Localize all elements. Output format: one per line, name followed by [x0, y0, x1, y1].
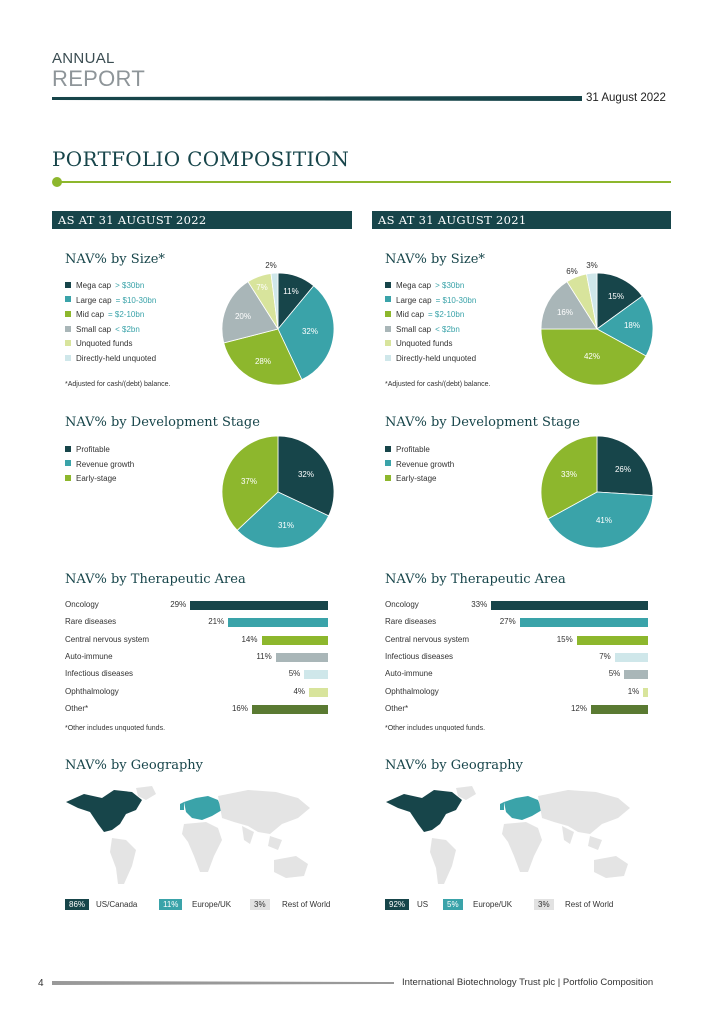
header-rule [52, 96, 582, 101]
therapeutic-row-label: Central nervous system [385, 634, 470, 644]
pie-slice-label: 42% [583, 352, 601, 361]
legend-label: Large cap [76, 295, 112, 305]
therapeutic-row-pct: 27% [499, 617, 516, 627]
legend-item [385, 280, 464, 291]
legend-item [65, 459, 134, 470]
therapeutic-footnote: *Other includes unquoted funds. [65, 725, 166, 732]
legend-label: Early-stage [396, 474, 437, 484]
legend-item [385, 459, 454, 470]
pie-slice-label: 6% [566, 267, 578, 276]
legend-item [65, 295, 156, 306]
legend-swatch [65, 296, 71, 302]
legend-swatch [385, 296, 391, 302]
therapeutic-row-pct: 21% [208, 617, 225, 627]
legend-swatch [385, 326, 391, 332]
size-section-title: NAV% by Size* [385, 252, 485, 267]
therapeutic-row-label: Infectious diseases [385, 651, 454, 661]
therapeutic-row-label: Oncology [385, 600, 419, 609]
legend-item [385, 444, 430, 455]
stage-section-title: NAV% by Development Stage [385, 415, 580, 430]
legend-swatch [65, 475, 71, 481]
therapeutic-row-pct: 5% [608, 669, 621, 679]
geography-section-title: NAV% by Geography [65, 758, 204, 773]
pie-slice-label: 3% [586, 261, 598, 270]
legend-label: Directly-held unquoted [76, 354, 157, 363]
report-label-report: REPORT [52, 66, 146, 91]
legend-label: Large cap [396, 295, 432, 305]
size-footnote: *Adjusted for cash/(debt) balance. [385, 381, 491, 388]
legend-item [385, 309, 464, 320]
report-date: 31 August 2022 [586, 92, 666, 104]
therapeutic-bar [304, 670, 328, 679]
pie-slice-label: 11% [283, 287, 299, 296]
therapeutic-row-pct: 14% [241, 634, 258, 644]
europe-region [184, 796, 222, 820]
legend-item [65, 353, 156, 364]
stage-pie-chart [203, 417, 353, 567]
north-america-region [386, 790, 462, 832]
australia-region [274, 856, 308, 878]
therapeutic-row-label: Central nervous system [65, 634, 150, 644]
pie-slice-label: 26% [614, 465, 632, 474]
size-pie-chart [203, 254, 353, 404]
geography-label: US [417, 900, 429, 909]
legend-item [65, 338, 133, 349]
legend-label: Unquoted funds [396, 339, 453, 349]
therapeutic-row-label: Other* [385, 703, 409, 713]
geography-label: Rest of World [282, 900, 331, 909]
pie-slice-label: 20% [234, 312, 252, 321]
legend-item [65, 309, 144, 320]
therapeutic-bar [577, 636, 648, 645]
legend-label: Profitable [396, 445, 430, 454]
therapeutic-bar [276, 653, 328, 662]
therapeutic-row-pct: 1% [627, 686, 640, 696]
therapeutic-row-label: Other* [65, 703, 89, 713]
footer-rule [52, 981, 394, 985]
legend-swatch [65, 311, 71, 317]
pie-slice-label: 41% [595, 516, 613, 525]
therapeutic-row-pct: 5% [288, 669, 301, 679]
therapeutic-bar [252, 705, 328, 714]
legend-swatch [385, 446, 391, 452]
australia-region [594, 856, 628, 878]
legend-label: Early-stage [76, 474, 117, 484]
legend-swatch [65, 446, 71, 452]
legend-swatch [65, 340, 71, 346]
legend-range: < $2bn [435, 324, 460, 334]
south-america-region [110, 838, 136, 884]
legend-item [65, 324, 140, 335]
legend-swatch [385, 355, 391, 361]
legend-label: Small cap [396, 324, 432, 334]
stage-section-title: NAV% by Development Stage [65, 415, 260, 430]
legend-range: = $2-10bn [428, 310, 465, 320]
legend-swatch [65, 460, 71, 466]
legend-range: < $2bn [115, 324, 140, 334]
size-footnote: *Adjusted for cash/(debt) balance. [65, 381, 171, 388]
asia-region [218, 790, 310, 834]
therapeutic-row-label: Ophthalmology [385, 686, 439, 696]
therapeutic-row-pct: 4% [293, 686, 305, 696]
legend-item [65, 280, 144, 291]
geography-section-title: NAV% by Geography [385, 758, 524, 773]
south-america-region [430, 838, 456, 884]
therapeutic-row-label: Infectious diseases [65, 669, 134, 679]
pie-slice-label: 37% [240, 477, 258, 486]
uk-region [500, 802, 504, 810]
size-pie-chart [522, 254, 672, 404]
column-header-2022: AS AT 31 AUGUST 2022 [52, 211, 352, 229]
legend-swatch [385, 311, 391, 317]
pie-slice-label: 28% [254, 357, 272, 366]
geography-label: Europe/UK [192, 900, 232, 909]
legend-item [385, 324, 460, 335]
therapeutic-row-pct: 15% [556, 634, 573, 644]
legend-range: = $10-30bn [115, 295, 157, 305]
therapeutic-row-label: Rare diseases [65, 617, 117, 627]
legend-range: = $2-10bn [108, 310, 145, 320]
legend-range: > $30bn [435, 281, 465, 290]
world-map [382, 780, 652, 890]
world-map [62, 780, 332, 890]
legend-label: Unquoted funds [76, 339, 133, 349]
column-header-2021: AS AT 31 AUGUST 2021 [372, 211, 671, 229]
pie-slice-label: 2% [265, 261, 277, 270]
title-rule [56, 181, 671, 183]
page-number: 4 [38, 978, 44, 989]
report-label-annual: ANNUAL [52, 50, 115, 67]
therapeutic-row-pct: 29% [170, 600, 187, 609]
title-rule-dot [52, 177, 62, 187]
therapeutic-row-pct: 11% [256, 651, 272, 661]
geography-pct-badge: 86% [65, 899, 89, 910]
therapeutic-bar [309, 688, 328, 697]
legend-range: > $30bn [115, 281, 145, 290]
therapeutic-row-label: Auto-immune [385, 669, 433, 679]
therapeutic-row-pct: 7% [599, 651, 611, 661]
legend-swatch [385, 340, 391, 346]
therapeutic-bar [491, 601, 648, 610]
legend-swatch [385, 460, 391, 466]
therapeutic-row-label: Oncology [65, 600, 99, 609]
therapeutic-section-title: NAV% by Therapeutic Area [65, 572, 246, 587]
therapeutic-section-title: NAV% by Therapeutic Area [385, 572, 566, 587]
geography-pct-badge: 3% [250, 899, 270, 910]
page-title: PORTFOLIO COMPOSITION [52, 147, 350, 171]
therapeutic-bar [520, 618, 648, 627]
therapeutic-row-pct: 33% [471, 600, 488, 609]
geography-label: Rest of World [565, 900, 614, 909]
legend-item [65, 444, 110, 455]
legend-label: Small cap [76, 324, 112, 334]
legend-range: = $10-30bn [435, 295, 477, 305]
geography-pct-badge: 3% [534, 899, 554, 910]
legend-item [385, 295, 476, 306]
legend-label: Mid cap [76, 310, 105, 320]
legend-label: Revenue growth [76, 459, 135, 469]
legend-label: Directly-held unquoted [396, 354, 477, 363]
legend-label: Mid cap [396, 310, 425, 320]
legend-swatch [385, 282, 391, 288]
legend-swatch [385, 475, 391, 481]
asia-region [538, 790, 630, 834]
size-section-title: NAV% by Size* [65, 252, 165, 267]
legend-label: Profitable [76, 445, 110, 454]
pie-slice-label: 15% [607, 292, 625, 301]
therapeutic-bar [624, 670, 648, 679]
therapeutic-row-pct: 12% [570, 703, 587, 713]
therapeutic-bar [262, 636, 329, 645]
legend-label: Mega cap [76, 281, 112, 290]
legend-item [385, 473, 436, 484]
geography-pct-badge: 5% [443, 899, 463, 910]
therapeutic-row-label: Ophthalmology [65, 686, 119, 696]
legend-item [385, 353, 476, 364]
geography-pct-badge: 92% [385, 899, 409, 910]
africa-region [182, 822, 222, 872]
therapeutic-row-label: Auto-immune [65, 651, 113, 661]
legend-item [65, 473, 116, 484]
legend-label: Revenue growth [396, 459, 455, 469]
therapeutic-footnote: *Other includes unquoted funds. [385, 725, 486, 732]
footer-text: International Biotechnology Trust plc | Portfolio Composition [402, 977, 654, 988]
therapeutic-bar [228, 618, 328, 627]
stage-pie-chart [522, 417, 672, 567]
geography-pct-badge: 11% [159, 899, 182, 910]
geography-label: US/Canada [96, 900, 138, 909]
therapeutic-row-pct: 16% [231, 703, 248, 713]
therapeutic-bar [591, 705, 648, 714]
legend-swatch [65, 282, 71, 288]
africa-region [502, 822, 542, 872]
north-america-region [66, 790, 142, 832]
therapeutic-bar [190, 601, 328, 610]
uk-region [180, 802, 184, 810]
pie-slice-label: 16% [556, 308, 574, 317]
europe-region [504, 796, 542, 820]
therapeutic-row-label: Rare diseases [385, 617, 437, 627]
pie-slice-label: 32% [301, 327, 319, 336]
legend-swatch [65, 355, 71, 361]
legend-swatch [65, 326, 71, 332]
therapeutic-bar [643, 688, 648, 697]
legend-item [385, 338, 453, 349]
geography-label: Europe/UK [473, 900, 513, 909]
pie-slice-label: 18% [623, 321, 641, 330]
pie-slice-label: 31% [277, 521, 295, 530]
pie-slice-label: 32% [297, 470, 315, 479]
therapeutic-bar [615, 653, 648, 662]
pie-slice-label: 33% [560, 470, 578, 479]
pie-slice-label: 7% [256, 283, 268, 292]
legend-label: Mega cap [396, 281, 432, 290]
